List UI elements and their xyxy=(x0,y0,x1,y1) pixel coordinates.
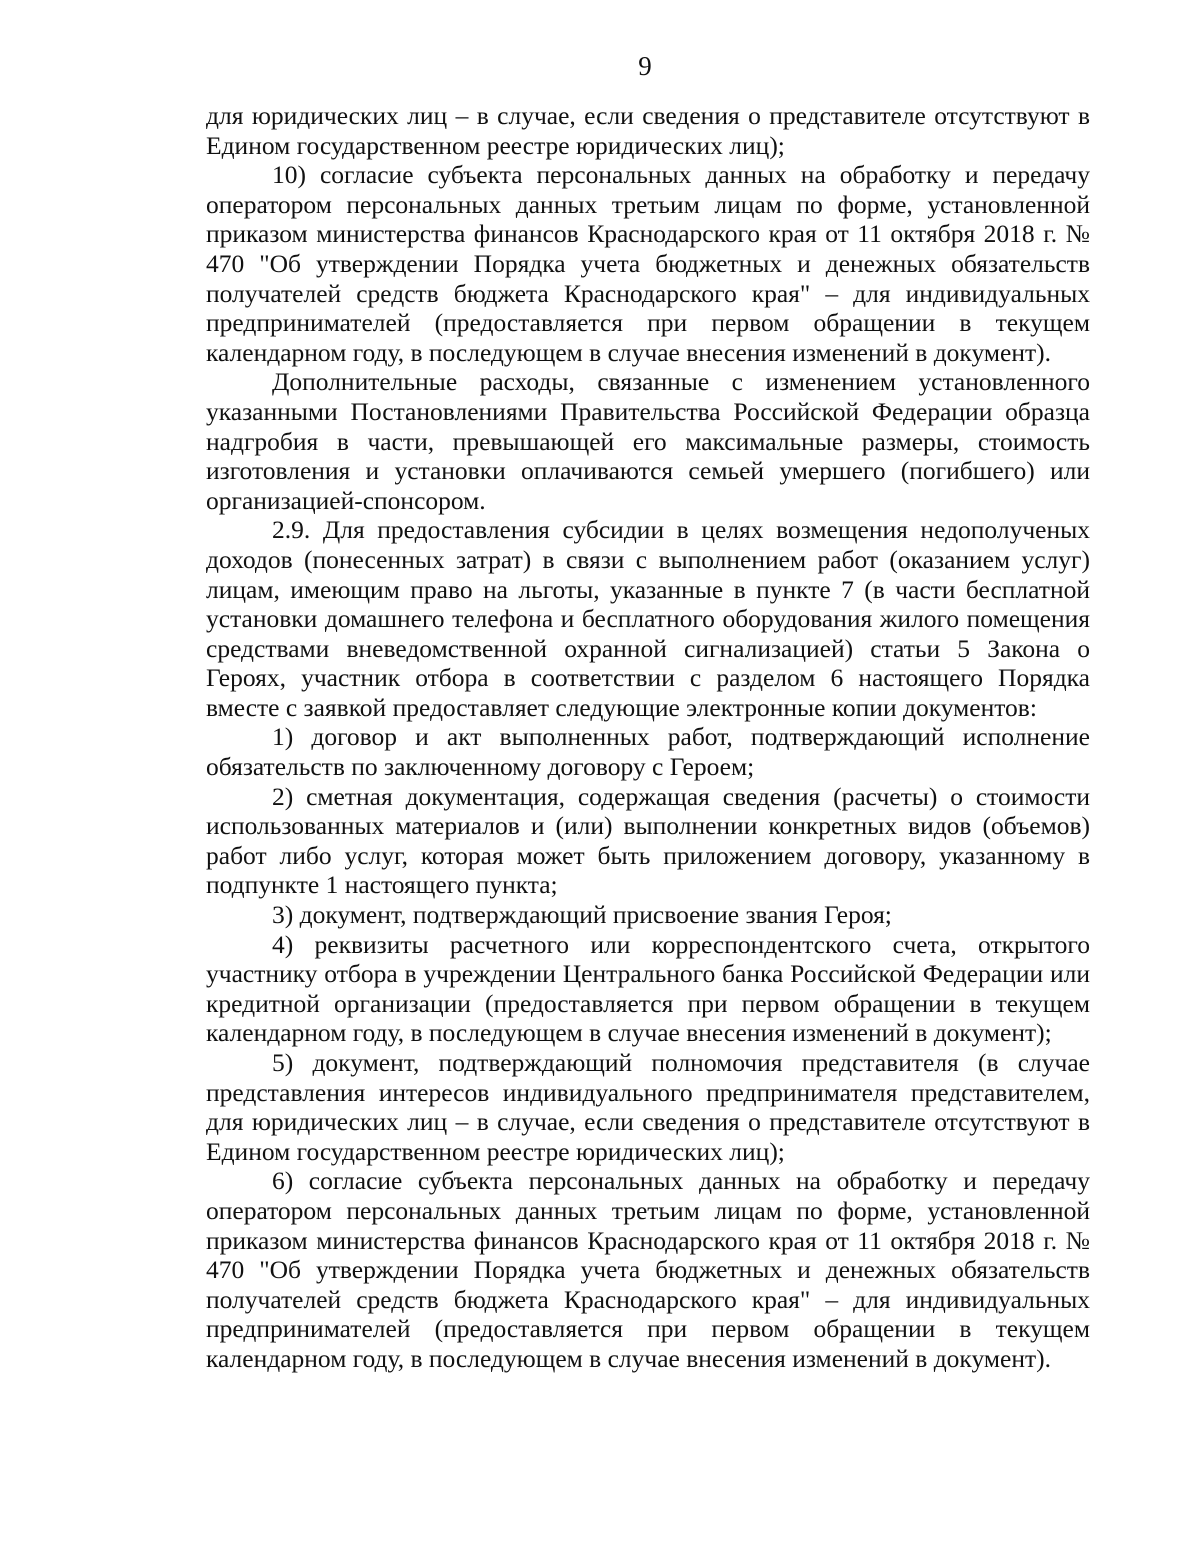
paragraph-item-6: 6) согласие субъекта персональных данных на обработку и передачу оператором персональных данных третьим лицам по форме, установленной приказом министерства финансов Краснодарского края от 11 октября 2018 г. № 470 "Об утверждении Порядка учета бюджетных и денежных обязательств получателей средств бюджета Краснодарского края" – для индивидуальных предпринимателей (предоставляется при первом обращении в текущем календарном году, в последующем в случае внесения изменений в документ). xyxy=(206,1166,1090,1373)
paragraph-item-5: 5) документ, подтверждающий полномочия представителя (в случае представления интересов индивидуального предпринимателя представителем, для юридических лиц – в случае, если сведения о представителе отсутствуют в Едином государственном реестре юридических лиц); xyxy=(206,1048,1090,1166)
paragraph-continuation: для юридических лиц – в случае, если сведения о представителе отсутствуют в Едином государственном реестре юридических лиц); xyxy=(206,101,1090,160)
paragraph-item-10: 10) согласие субъекта персональных данных на обработку и передачу оператором персональных данных третьим лицам по форме, установленной приказом министерства финансов Краснодарского края от 11 октября 2018 г. № 470 "Об утверждении Порядка учета бюджетных и денежных обязательств получателей средств бюджета Краснодарского края" – для индивидуальных предпринимателей (предоставляется при первом обращении в текущем календарном году, в последующем в случае внесения изменений в документ). xyxy=(206,160,1090,367)
paragraph-item-1: 1) договор и акт выполненных работ, подтверждающий исполнение обязательств по заключенному договору с Героем; xyxy=(206,722,1090,782)
paragraph-item-2: 2) сметная документация, содержащая сведения (расчеты) о стоимости использованных материалов и (или) выполнении конкретных видов (объемов) работ либо услуг, которая может быть приложением договору, указанному в подпункте 1 настоящего пункта; xyxy=(206,781,1090,900)
paragraph-additional-expenses: Дополнительные расходы, связанные с изменением установленного указанными Постановлениями Правительства Российской Федерации образца надгробия в части, превышающей его максимальные размеры, стоимость изготовления и установки оплачиваются семьей умершего (погибшего) или организацией-спонсором. xyxy=(206,367,1090,515)
paragraph-section-2-9: 2.9. Для предоставления субсидии в целях возмещения недополученых доходов (понесенных затрат) в связи с выполнением работ (оказанием услуг) лицам, имеющим право на льготы, указанные в пункте 7 (в части бесплатной установки домашнего телефона и бесплатного оборудования жилого помещения средствами вневедомственной охранной сигнализацией) статьи 5 Закона о Героях, участник отбора в соответствии с разделом 6 настоящего Порядка вместе с заявкой предоставляет следующие электронные копии документов: xyxy=(206,515,1090,722)
paragraph-item-3: 3) документ, подтверждающий присвоение звания Героя; xyxy=(272,900,892,930)
document-body xyxy=(206,101,1090,1374)
paragraph-item-4: 4) реквизиты расчетного или корреспондентского счета, открытого участнику отбора в учреждении Центрального банка Российской Федерации или кредитной организации (предоставляется при первом обращении в текущем календарном году, в последующем в случае внесения изменений в документ); xyxy=(206,929,1090,1048)
page-number: 9 xyxy=(638,51,652,81)
